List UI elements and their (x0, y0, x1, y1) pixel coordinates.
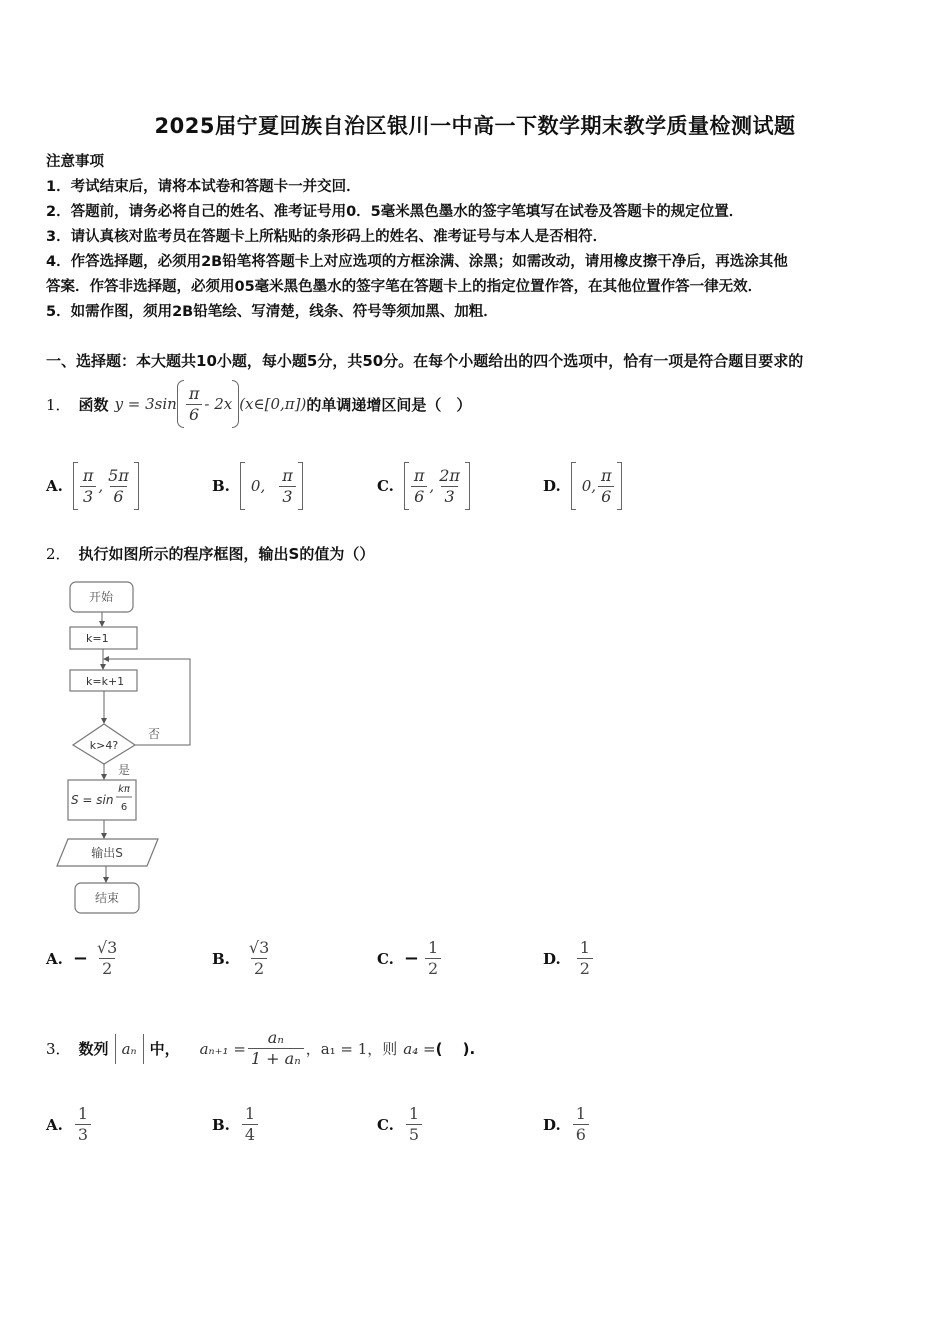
formula-fraction: $\frac{\pi}{6}$ (186, 384, 203, 425)
question-text: 的单调递增区间是（ ） (306, 395, 472, 414)
flow-step-text: k=k+1 (86, 675, 125, 688)
option-label: A. (46, 1115, 63, 1134)
section-heading: 一、选择题：本大题共10小题，每小题5分，共50分。在每个小题给出的四个选项中，恰有一项是符合题目要求的 (46, 352, 804, 370)
option-label: A. (46, 949, 63, 968)
question-number: 2． (46, 545, 71, 563)
option-label: C. (377, 949, 394, 968)
question-number: 1． (46, 395, 71, 414)
interval: 0, $\frac{\pi}{6}$ (571, 462, 622, 510)
recurrence-lhs: aₙ₊₁ = (199, 1039, 246, 1058)
option-b[interactable]: B. $\frac{1}{4}$ (212, 1104, 260, 1145)
notice-item: 5．如需作图，须用2B铅笔绘、写清楚，线条、符号等须加黑、加粗． (46, 304, 498, 320)
option-label: D. (543, 949, 561, 968)
question-text: 数列 (78, 1040, 109, 1058)
flow-start-text: 开始 (88, 590, 114, 604)
question-text: ，a₁ = 1，则 (305, 1040, 398, 1058)
option-a[interactable]: A. − $\frac{√3}{2}$ (46, 938, 118, 978)
question-text: 中， (149, 1040, 180, 1058)
notice-block (46, 150, 906, 325)
target-term: a₄ = (403, 1039, 436, 1058)
option-a[interactable] (46, 462, 139, 510)
question-3 (46, 1028, 475, 1069)
option-d[interactable] (543, 462, 622, 510)
flowchart (50, 575, 210, 920)
page-title: 2025届宁夏回族自治区银川一中高一下数学期末教学质量检测试题 (154, 114, 796, 138)
option-b[interactable] (212, 462, 303, 510)
question-number: 3． (46, 1040, 71, 1058)
interval: $\frac{\pi}{3}$ , $\frac{5\pi}{6}$ (73, 462, 139, 510)
question-2 (46, 543, 374, 564)
option-c[interactable]: C. $\frac{1}{5}$ (377, 1104, 424, 1145)
question-text: 执行如图所示的程序框图，输出S的值为（） (78, 545, 375, 563)
option-sign: − (403, 948, 419, 969)
option-label: D. (543, 1115, 561, 1134)
question-text: 函数 (78, 395, 109, 414)
notice-item: 1．考试结束后，请将本试卷和答题卡一并交回． (46, 179, 361, 195)
question-1 (46, 380, 471, 428)
flow-assign-text: S = sin (71, 793, 114, 807)
formula-part: - 2x (204, 395, 233, 413)
recurrence-fraction: $\frac{\text{aₙ}}{\text{1 + aₙ}}$ (248, 1028, 304, 1069)
option-b[interactable]: B. $\frac{√3}{2}$ (212, 938, 270, 978)
flow-condition-text: k>4? (89, 739, 119, 752)
question-text: ( ). (435, 1040, 476, 1058)
notice-heading: 注意事项 (46, 154, 104, 170)
notice-item: 4．作答选择题，必须用2B铅笔将答题卡上对应选项的方框涂满、涂黑；如需改动，请用橡皮擦干净后，再选涂其他 (46, 254, 788, 270)
flow-end-text: 结束 (94, 891, 120, 905)
option-label: B. (212, 1115, 230, 1134)
option-label: B. (212, 477, 230, 495)
option-a[interactable]: A. $\frac{1}{3}$ (46, 1104, 93, 1145)
flow-init-text: k=1 (86, 632, 109, 645)
notice-item: 3．请认真核对监考员在答题卡上所粘贴的条形码上的姓名、准考证号与本人是否相符． (46, 229, 608, 245)
notice-item: 答案．作答非选择题，必须用05毫米黑色墨水的签字笔在答题卡上的指定位置作答，在其他位置作答一律无效． (46, 279, 763, 295)
option-d[interactable]: D. $\frac{1}{2}$ (543, 938, 595, 979)
flow-output-text: 输出S (91, 846, 123, 860)
flow-assign-num: kπ (118, 784, 130, 795)
option-label: A. (46, 477, 63, 495)
formula-domain: (x∈[0,π]) (239, 395, 307, 413)
interval: $\frac{\pi}{6}$ , $\frac{2\pi}{3}$ (404, 462, 470, 510)
option-label: C. (377, 477, 394, 495)
flow-yes-label: 是 (118, 763, 131, 777)
option-sign: − (72, 948, 88, 969)
interval: 0, $\frac{\pi}{3}$ (240, 462, 303, 510)
option-label: B. (212, 949, 230, 968)
flow-no-label: 否 (148, 727, 161, 741)
option-c[interactable]: C. − $\frac{1}{2}$ (377, 938, 443, 979)
sequence-symbol: aₙ (115, 1034, 144, 1064)
option-d[interactable]: D. $\frac{1}{6}$ (543, 1104, 591, 1145)
option-c[interactable] (377, 462, 470, 510)
option-label: D. (543, 477, 561, 495)
notice-item: 2．答题前，请务必将自己的姓名、准考证号用0．5毫米黑色墨水的签字笔填写在试卷及答题卡的规定位置． (46, 204, 744, 220)
formula-part: y = 3sin (114, 395, 177, 413)
option-label: C. (377, 1115, 394, 1134)
flow-assign-den: 6 (120, 802, 128, 813)
formula-paren (177, 380, 239, 428)
